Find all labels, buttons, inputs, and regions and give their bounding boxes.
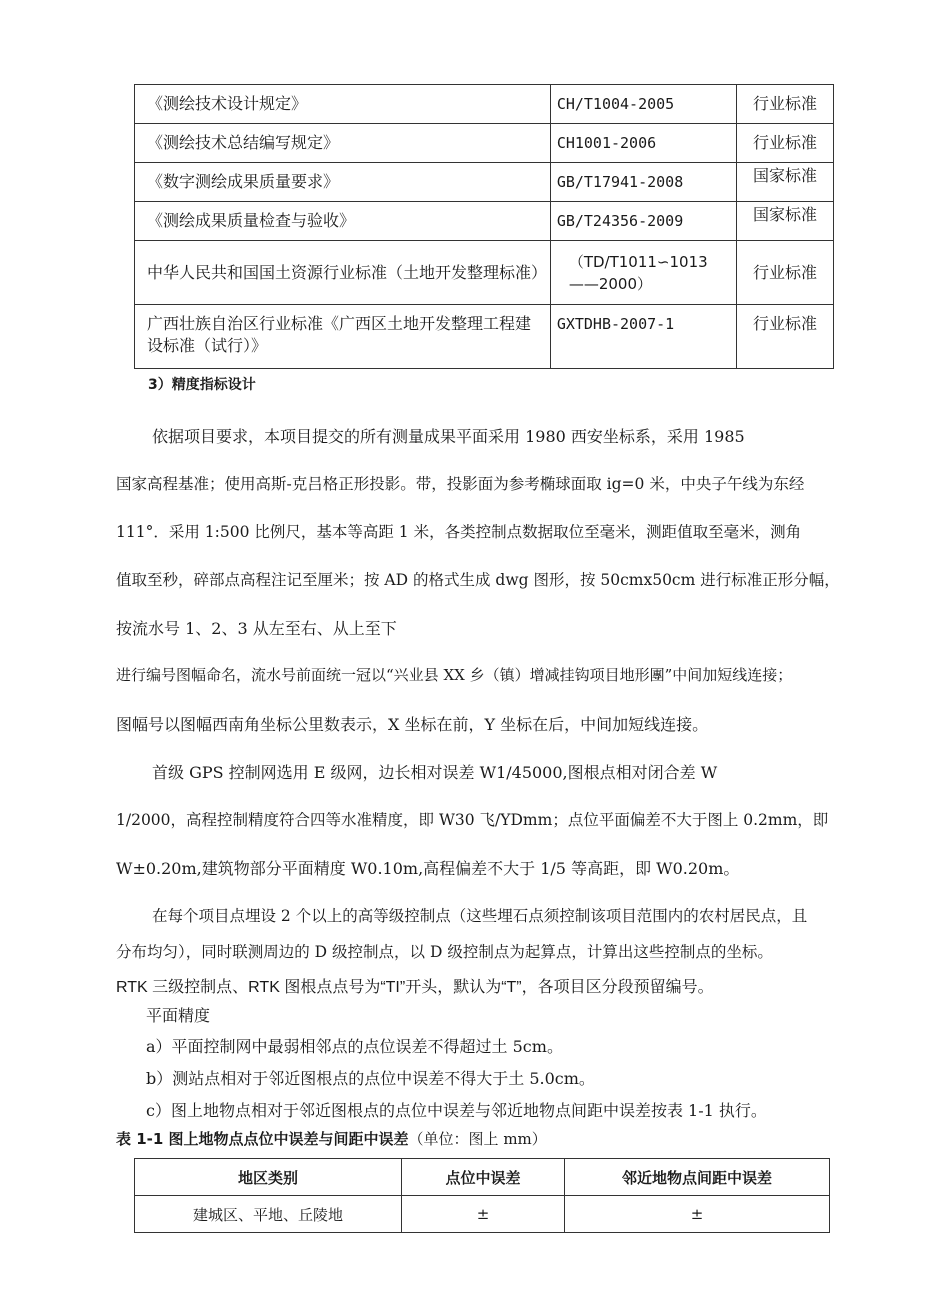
subsection-title: 平面精度 <box>146 1006 211 1025</box>
table-row <box>135 163 834 202</box>
standard-code: GB/T24356-2009 <box>550 202 736 241</box>
paragraph-line: 在每个项目点埋设 2 个以上的高等级控制点（这些埋石点须控制该项目范围内的农村居民点，且 <box>152 907 808 925</box>
standard-name: 中华人民共和国国土资源行业标准（土地开发整理标准） <box>135 241 551 305</box>
paragraph-line: 按流水号 1、2、3 从左至右、从上至下 <box>116 619 397 638</box>
table-row <box>135 85 834 124</box>
table-caption <box>116 1128 547 1149</box>
table-row <box>135 202 834 241</box>
section-heading: 3）精度指标设计 <box>148 377 256 393</box>
standard-name: 《数字测绘成果质量要求》 <box>135 163 551 202</box>
table-row <box>135 1196 830 1233</box>
table-row <box>135 124 834 163</box>
accuracy-table <box>134 1158 830 1233</box>
paragraph-line: 分布均匀），同时联测周边的 D 级控制点，以 D 级控制点为起算点，计算出这些控制点的坐标。 <box>116 943 773 961</box>
list-item: a）平面控制网中最弱相邻点的点位误差不得超过土 5cm。 <box>146 1037 563 1056</box>
table-cell: 建城区、平地、丘陵地 <box>135 1196 402 1233</box>
standard-code: CH/T1004-2005 <box>550 85 736 124</box>
standard-code: GXTDHB-2007-1 <box>550 305 736 369</box>
standard-name: 《测绘技术总结编写规定》 <box>135 124 551 163</box>
table-caption-title: 表 1-1 图上地物点点位中误差与间距中误差 <box>116 1130 409 1148</box>
table-caption-unit: （单位：图上 mm） <box>408 1130 547 1148</box>
table-row <box>135 305 834 369</box>
standard-name: 《测绘技术设计规定》 <box>135 85 551 124</box>
column-header: 地区类别 <box>135 1159 402 1196</box>
table-row <box>135 241 834 305</box>
standard-type: 行业标准 <box>737 85 834 124</box>
list-item: b）测站点相对于邻近图根点的点位中误差不得大于土 5.0cm。 <box>146 1069 595 1088</box>
standard-type: 行业标准 <box>737 305 834 369</box>
paragraph-line: 值取至秒，碎部点高程注记至厘米；按 AD 的格式生成 dwg 图形，按 50cmx50cm 进行标准正形分幅， <box>116 571 840 589</box>
standard-type: 行业标准 <box>737 241 834 305</box>
standard-type: 国家标准 <box>737 163 834 202</box>
paragraph-line: 进行编号图幅命名，流水号前面统一冠以“兴业县 XX 乡（镇）增减挂钩项目地形團”中间加短线连接； <box>116 666 793 684</box>
standard-name: 《测绘成果质量检查与验收》 <box>135 202 551 241</box>
column-header: 邻近地物点间距中误差 <box>565 1159 830 1196</box>
paragraph-line: 国家高程基准；使用高斯-克吕格正形投影。带，投影面为参考椭球面取 ig=0 米，中央子午线为东经 <box>116 475 805 493</box>
table-cell: ± <box>565 1196 830 1233</box>
standard-type: 行业标准 <box>737 124 834 163</box>
paragraph-line: 图幅号以图幅西南角坐标公里数表示，X 坐标在前，Y 坐标在后，中间加短线连接。 <box>116 715 709 734</box>
paragraph-line: 依据项目要求，本项目提交的所有测量成果平面采用 1980 西安坐标系，采用 1985 <box>152 427 745 446</box>
paragraph-line: RTK 三级控制点、RTK 图根点点号为“TI”开头，默认为“T”，各项目区分段预留编号。 <box>116 979 714 996</box>
paragraph-line: 首级 GPS 控制网选用 E 级网，边长相对误差 W1/45000,图根点相对闭合差 W <box>152 763 718 782</box>
paragraph-line: W±0.20m,建筑物部分平面精度 W0.10m,高程偏差不大于 1/5 等高距，即 W0.20m。 <box>116 859 740 878</box>
table-cell: ± <box>402 1196 565 1233</box>
paragraph-line: 111°．采用 1:500 比例尺，基本等高距 1 米，各类控制点数据取位至毫米，测距值取至毫米，测角 <box>116 523 802 541</box>
standard-type: 国家标准 <box>737 202 834 241</box>
paragraph-line: 1/2000，高程控制精度符合四等水准精度，即 W30 飞/YDmm；点位平面偏差不大于图上 0.2mm，即 <box>116 811 829 829</box>
column-header: 点位中误差 <box>402 1159 565 1196</box>
standards-table <box>134 84 834 369</box>
standard-code: GB/T17941-2008 <box>550 163 736 202</box>
standard-code: （TD/T1011∽1013——2000） <box>550 241 736 305</box>
list-item: c）图上地物点相对于邻近图根点的点位中误差与邻近地物点间距中误差按表 1-1 执行。 <box>146 1101 767 1120</box>
standard-name: 广西壮族自治区行业标准《广西区土地开发整理工程建设标准（试行）》 <box>135 305 551 369</box>
table-header-row <box>135 1159 830 1196</box>
standard-code: CH1001-2006 <box>550 124 736 163</box>
